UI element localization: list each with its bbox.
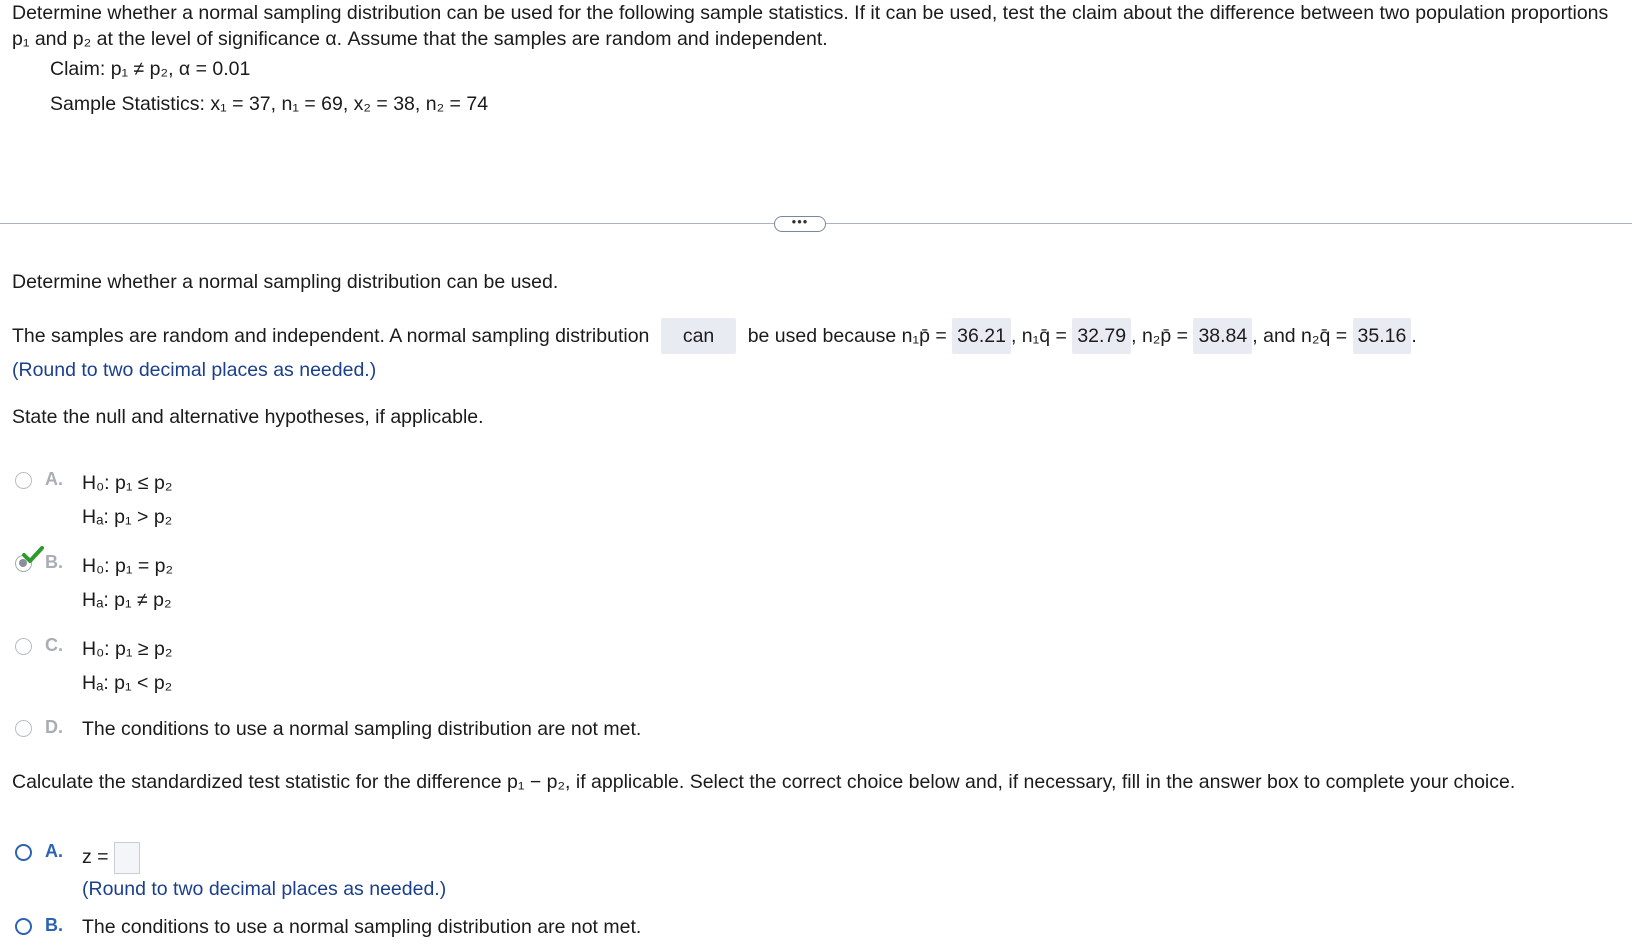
n2p-label: , n₂p̄ = — [1131, 325, 1189, 347]
n2q-answer[interactable]: 35.16 — [1353, 318, 1412, 354]
hypothesis-option-c-ha: Hₐ: p₁ < p₂ — [82, 672, 173, 694]
stats-label: Sample Statistics: — [50, 93, 205, 115]
hypothesis-option-a-letter: A. — [45, 469, 63, 489]
test-statistic-option-a-letter: A. — [45, 841, 63, 861]
hypothesis-option-c-letter: C. — [45, 635, 63, 655]
n1p-label: n₁p̄ = — [901, 325, 947, 347]
n1q-answer[interactable]: 32.79 — [1072, 318, 1131, 354]
hypothesis-option-b-ha: Hₐ: p₁ ≠ p₂ — [82, 589, 172, 611]
problem-instructions: Determine whether a normal sampling distribution can be used for the following sample statistics. If it can be used, test the claim about the difference between two population proportions p₁ and p₂ at the level of significance α. Assume that the samples are random and independent. — [12, 2, 1609, 50]
test-statistic-option-b-text: The conditions to use a normal sampling distribution are not met. — [82, 916, 642, 938]
step3-heading: Calculate the standardized test statistic for the difference p₁ − p₂, if applicable. Select the correct choice below and, if necessary, fill in the answer box to complete your choice. — [12, 771, 1516, 793]
hypothesis-option-d-radio[interactable] — [15, 720, 32, 737]
hypothesis-option-a-ha: Hₐ: p₁ > p₂ — [82, 506, 173, 528]
claim-value: p₁ ≠ p₂, α = 0.01 — [110, 58, 251, 80]
can-dropdown[interactable]: can — [661, 318, 736, 354]
more-button[interactable]: ••• — [774, 216, 826, 232]
hypothesis-option-c-radio[interactable] — [15, 638, 32, 655]
n1p-answer[interactable]: 36.21 — [952, 318, 1011, 354]
step2-heading: State the null and alternative hypotheses, if applicable. — [12, 406, 484, 428]
hypothesis-option-d-text: The conditions to use a normal sampling distribution are not met. — [82, 718, 642, 740]
claim-line — [50, 58, 250, 81]
hypothesis-option-b-letter: B. — [45, 552, 63, 572]
step3-round-note: (Round to two decimal places as needed.) — [82, 878, 447, 900]
test-statistic-option-b-radio[interactable] — [15, 918, 32, 935]
hypothesis-option-d-letter: D. — [45, 717, 63, 737]
step1-sentence — [12, 318, 1417, 354]
hypothesis-option-a-radio[interactable] — [15, 472, 32, 489]
n1q-label: , n₁q̄ = — [1010, 325, 1067, 347]
n2p-answer[interactable]: 38.84 — [1193, 318, 1252, 354]
sentence-start: The samples are random and independent. A normal sampling distribution — [12, 325, 650, 347]
stats-value: x₁ = 37, n₁ = 69, x₂ = 38, n₂ = 74 — [210, 93, 489, 115]
test-statistic-option-a-radio[interactable] — [15, 844, 32, 861]
sample-stats-line — [50, 93, 488, 116]
n2q-label: , and n₂q̄ = — [1252, 325, 1348, 347]
step1-heading: Determine whether a normal sampling distribution can be used. — [12, 271, 559, 293]
hypothesis-option-a-h0: H₀: p₁ ≤ p₂ — [82, 472, 173, 494]
hypothesis-option-c-h0: H₀: p₁ ≥ p₂ — [82, 638, 173, 660]
step1-round-note: (Round to two decimal places as needed.) — [12, 359, 377, 381]
test-statistic-option-b-letter: B. — [45, 915, 63, 935]
hypothesis-option-b-h0: H₀: p₁ = p₂ — [82, 555, 174, 577]
sentence-mid: be used because — [747, 325, 897, 347]
z-label: z = — [82, 846, 109, 868]
period: . — [1411, 325, 1417, 347]
z-answer-row — [82, 840, 140, 874]
z-answer-input[interactable] — [114, 842, 140, 874]
claim-label: Claim: — [50, 58, 106, 80]
correct-check-icon — [22, 546, 44, 564]
